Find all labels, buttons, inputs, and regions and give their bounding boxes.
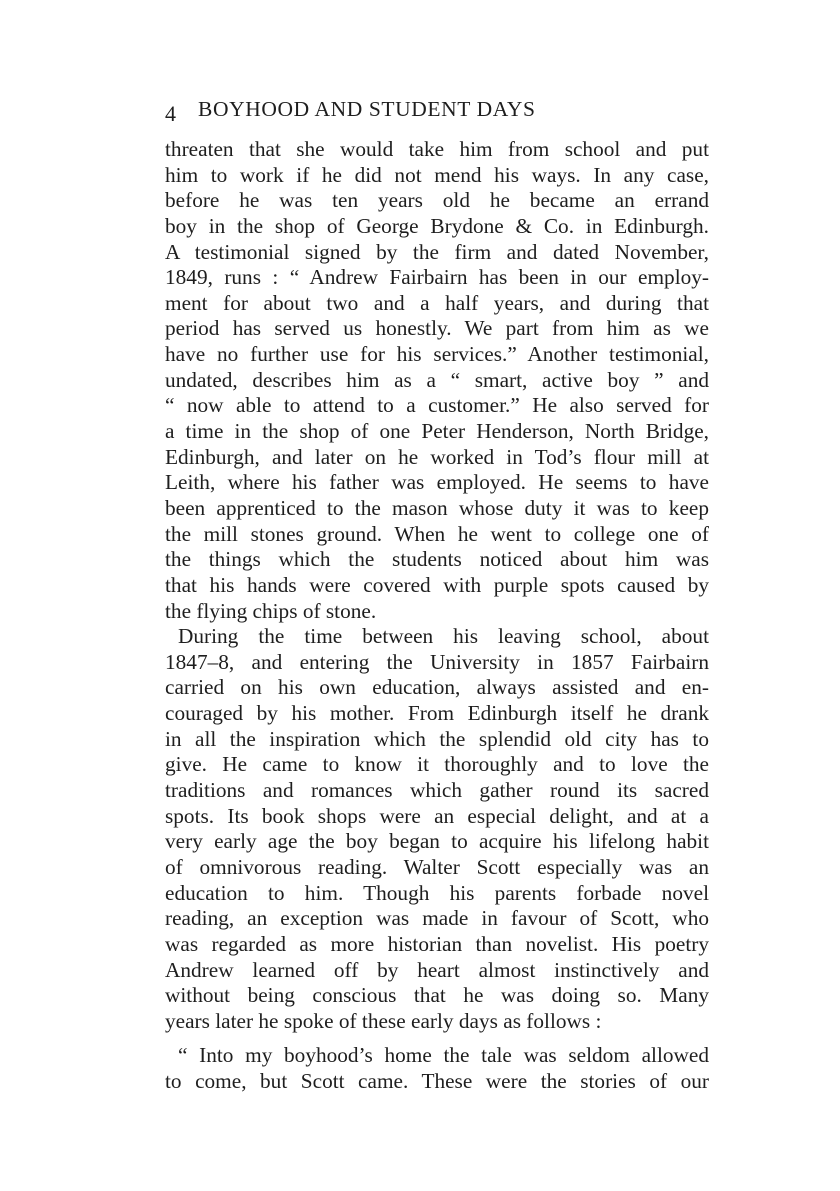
text-line: period has served us honestly. We part from him as we bbox=[165, 316, 709, 341]
running-header bbox=[165, 97, 710, 127]
text-line: a time in the shop of one Peter Henderson, North Bridge, bbox=[165, 419, 709, 444]
text-line: very early age the boy began to acquire his lifelong habit bbox=[165, 829, 709, 854]
quote-spacer bbox=[165, 1034, 709, 1043]
text-line: carried on his own education, always assisted and en- bbox=[165, 675, 709, 700]
text-line: before he was ten years old he became an errand bbox=[165, 188, 709, 213]
text-line: the flying chips of stone. bbox=[165, 598, 377, 623]
text-line: been apprenticed to the mason whose duty it was to keep bbox=[165, 495, 709, 520]
text-line: couraged by his mother. From Edinburgh itself he drank bbox=[165, 701, 709, 726]
text-line: without being conscious that he was doing so. Many bbox=[165, 983, 709, 1008]
text-line: the mill stones ground. When he went to college one of bbox=[165, 521, 709, 546]
text-line: reading, an exception was made in favour of Scott, who bbox=[165, 906, 709, 931]
text-line: Edinburgh, and later on he worked in Tod’s flour mill at bbox=[165, 444, 709, 469]
text-line: have no further use for his services.” Another testimonial, bbox=[165, 342, 709, 367]
text-line: Leith, where his father was employed. He seems to have bbox=[165, 470, 709, 495]
text-line: him to work if he did not mend his ways. In any case, bbox=[165, 162, 709, 187]
quote-line: “ Into my boyhood’s home the tale was seldom allowed bbox=[178, 1043, 709, 1068]
text-line: Andrew learned off by heart almost instinctively and bbox=[165, 957, 709, 982]
text-line: in all the inspiration which the splendid old city has to bbox=[165, 726, 709, 751]
text-line: boy in the shop of George Brydone & Co. in Edinburgh. bbox=[165, 213, 709, 238]
page-body bbox=[165, 137, 709, 1095]
text-line: education to him. Though his parents forbade novel bbox=[165, 880, 709, 905]
text-line: of omnivorous reading. Walter Scott especially was an bbox=[165, 854, 709, 879]
quote-line: to come, but Scott came. These were the stories of our bbox=[165, 1069, 709, 1094]
text-line: that his hands were covered with purple spots caused by bbox=[165, 572, 709, 597]
text-line: was regarded as more historian than novelist. His poetry bbox=[165, 931, 709, 956]
text-line: the things which the students noticed about him was bbox=[165, 547, 709, 572]
page-number: 4 bbox=[165, 101, 176, 126]
text-line: undated, describes him as a “ smart, active boy ” and bbox=[165, 367, 709, 392]
running-title: BOYHOOD AND STUDENT DAYS bbox=[198, 97, 536, 121]
text-line: threaten that she would take him from school and put bbox=[165, 137, 709, 161]
text-line: years later he spoke of these early days as follows : bbox=[165, 1008, 602, 1033]
text-line: During the time between his leaving school, about bbox=[178, 624, 709, 649]
text-line: “ now able to attend to a customer.” He also served for bbox=[165, 393, 709, 418]
text-line: spots. Its book shops were an especial delight, and at a bbox=[165, 803, 709, 828]
text-line: 1849, runs : “ Andrew Fairbairn has been in our employ- bbox=[165, 265, 709, 290]
text-line: A testimonial signed by the firm and dated November, bbox=[165, 239, 709, 264]
text-line: ment for about two and a half years, and during that bbox=[165, 290, 709, 315]
text-line: 1847–8, and entering the University in 1857 Fairbairn bbox=[165, 649, 709, 674]
text-line: give. He came to know it thoroughly and to love the bbox=[165, 752, 709, 777]
text-line: traditions and romances which gather round its sacred bbox=[165, 778, 709, 803]
